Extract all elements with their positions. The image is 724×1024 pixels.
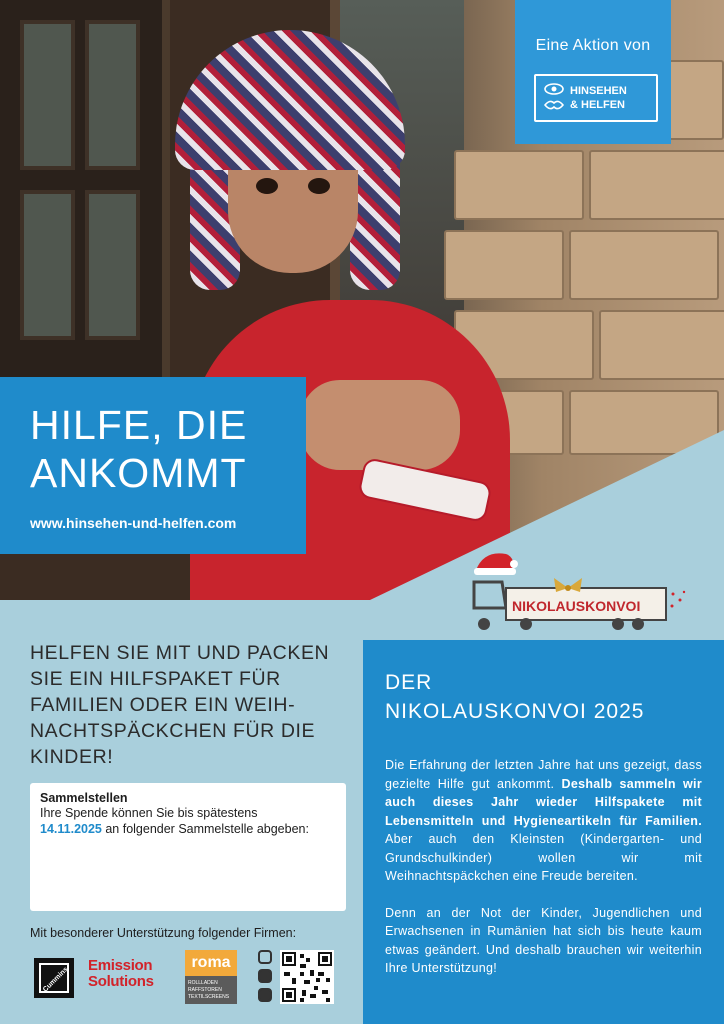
- svg-text:Cummins: Cummins: [42, 966, 70, 994]
- p1-normal: Die Erfahrung der letzten Jahre hat uns gezeigt, dass gezielte Hilfe gut ankommt.: [385, 758, 702, 791]
- konvoi-info-column: [363, 640, 724, 1024]
- instagram-icon[interactable]: [258, 950, 272, 964]
- sammelstellen-box: [30, 783, 346, 911]
- roma-subtitle: ROLLLADEN RAFFSTOREN TEXTILSCREENS: [185, 976, 237, 1004]
- facebook-icon[interactable]: [258, 969, 272, 983]
- eye-hands-icon: [544, 81, 564, 115]
- p1-bold: Deshalb sammeln wir auch dieses Jahr wieder Hilfspakete mit Lebensmitteln und Hygieneartikeln für Familien.: [385, 776, 702, 828]
- konvoi-paragraph-2: Denn an der Not der Kinder, Jugendlichen und Erwachsenen in Rumänien hat sich bis heute kaum etwas geändert. Und deshalb brauchen wir weiterhin Ihre Unterstützung!: [385, 905, 702, 975]
- youtube-icon[interactable]: [258, 988, 272, 1002]
- truck-icon: [474, 582, 506, 608]
- emission-line-2: Solutions: [88, 973, 154, 990]
- emission-solutions-logo: [88, 958, 154, 990]
- deadline-date: 14.11.2025: [40, 822, 102, 836]
- headline: HILFE, DIE ANKOMMT: [30, 402, 248, 496]
- website-url[interactable]: www.hinsehen-und-helfen.com: [30, 515, 237, 531]
- roma-logo: [185, 950, 237, 1004]
- roma-name: roma: [185, 950, 237, 976]
- sammelstellen-line-1: Ihre Spende können Sie bis spätestens: [40, 806, 258, 820]
- qr-code[interactable]: [280, 950, 334, 1004]
- konvoi-logo-text: NIKOLAUSKONVOI: [512, 598, 641, 614]
- konvoi-paragraph-1: [385, 756, 702, 886]
- aktion-label: Eine Aktion von: [535, 37, 651, 54]
- emission-line-1: Emission: [88, 957, 153, 974]
- p1-tail: Aber auch den Kleinsten (Kindergarten- und Grundschulkinder) wollen wir mit Weihnachtspäckchen eine Freude bereiten.: [385, 832, 702, 883]
- call-to-action-text: HELFEN SIE MIT UND PACKEN SIE EIN HILFSPAKET FÜR FAMILIEN ODER EIN WEIH-NACHTSPÄCKCHEN FÜR DIE KINDER!: [30, 642, 330, 768]
- hinsehen-helfen-logo: [534, 74, 658, 122]
- aktion-badge: [515, 0, 671, 144]
- headline-box: [0, 377, 306, 554]
- konvoi-body: [385, 756, 702, 996]
- cummins-logo: [30, 954, 78, 1002]
- sponsor-logos: [30, 948, 350, 1008]
- sammelstellen-title: Sammelstellen: [40, 791, 128, 805]
- sammelstellen-line-2: [40, 821, 336, 837]
- konvoi-title: DER NIKOLAUSKONVOI 2025: [385, 671, 645, 723]
- sponsor-intro: Mit besonderer Unterstützung folgender Firmen:: [30, 926, 297, 940]
- social-icons: [258, 950, 274, 1007]
- santa-hat-icon: [476, 553, 514, 570]
- logo-line-1: HINSEHEN: [570, 85, 627, 97]
- sammelstellen-line-2-rest: an folgender Sammelstelle abgeben:: [101, 822, 309, 836]
- nikolauskonvoi-logo: [468, 548, 698, 638]
- logo-line-2: & HELFEN: [570, 99, 625, 111]
